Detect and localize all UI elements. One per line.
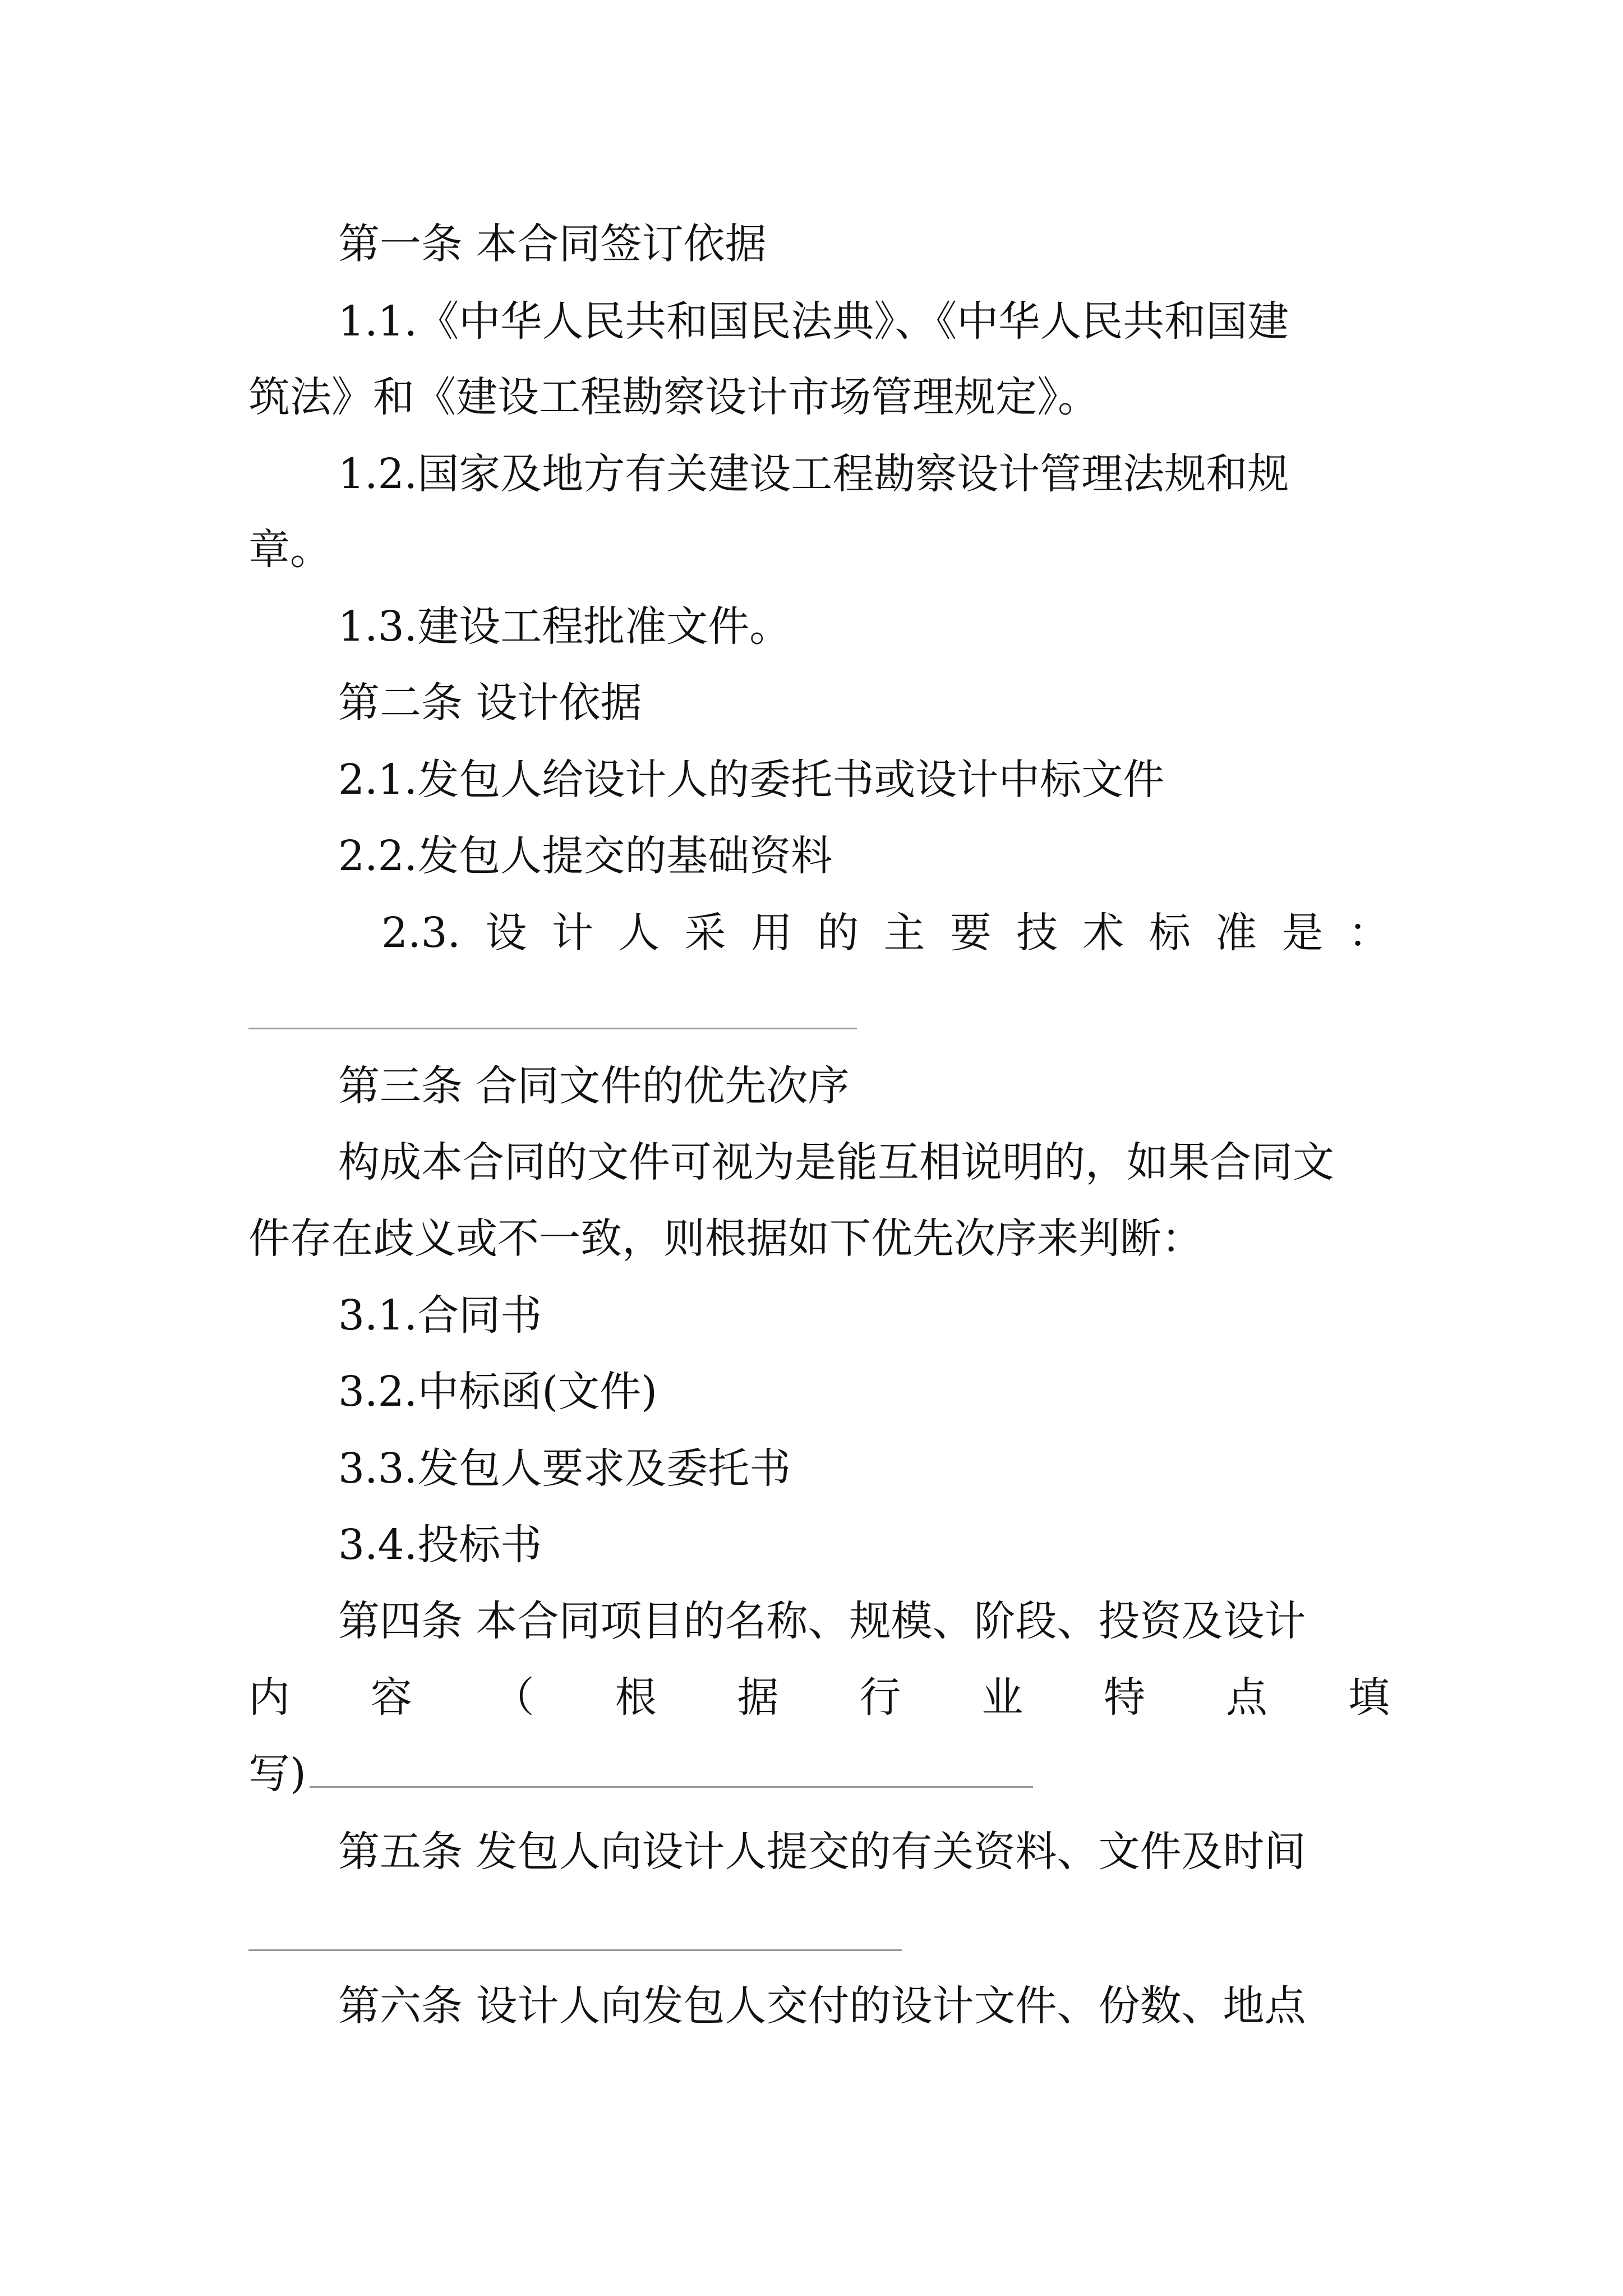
blank-fill-line bbox=[248, 1028, 857, 1029]
article-4-part: （ bbox=[492, 1673, 534, 1722]
clause-2-3-part: 的 bbox=[817, 909, 859, 957]
article-1-heading: 第一条 本合同签订依据 bbox=[338, 220, 767, 268]
clause-1-1-continued: 筑法》和《建设工程勘察设计市场管理规定》。 bbox=[248, 373, 1099, 421]
article-4-part: 容 bbox=[370, 1673, 412, 1722]
article-4-continued bbox=[248, 1669, 1390, 1726]
clause-2-3 bbox=[381, 905, 1390, 961]
article-2-heading: 第二条 设计依据 bbox=[338, 679, 642, 727]
clause-2-3-part: 设 bbox=[485, 909, 527, 957]
clause-1-2-continued: 章。 bbox=[248, 526, 331, 574]
clause-2-3-part: 主 bbox=[883, 909, 925, 957]
article-4-fill-label: 写) bbox=[248, 1750, 306, 1798]
article-4-heading: 第四条 本合同项目的名称、规模、阶段、投资及设计 bbox=[338, 1597, 1306, 1645]
clause-2-3-part: 采 bbox=[684, 909, 726, 957]
article-4-part: 内 bbox=[248, 1673, 290, 1722]
clause-2-3-part: 人 bbox=[618, 909, 660, 957]
clause-2-3-part: 要 bbox=[949, 909, 992, 957]
article-5-heading: 第五条 发包人向设计人提交的有关资料、文件及时间 bbox=[338, 1828, 1306, 1876]
blank-fill-line bbox=[310, 1786, 1033, 1788]
blank-fill-line bbox=[248, 1949, 902, 1951]
clause-2-3-part: 计 bbox=[551, 909, 593, 957]
clause-3-2: 3.2.中标函(文件) bbox=[338, 1368, 657, 1416]
clause-3-3: 3.3.发包人要求及委托书 bbox=[338, 1444, 791, 1493]
article-6-heading: 第六条 设计人向发包人交付的设计文件、份数、地点 bbox=[338, 1982, 1306, 2030]
article-3-body-continued: 件存在歧义或不一致，则根据如下优先次序来判断： bbox=[248, 1214, 1203, 1263]
article-4-part: 填 bbox=[1348, 1673, 1390, 1722]
clause-2-2: 2.2.发包人提交的基础资料 bbox=[338, 832, 833, 880]
article-3-heading: 第三条 合同文件的优先次序 bbox=[338, 1062, 850, 1110]
clause-2-3-part: 标 bbox=[1149, 909, 1191, 957]
clause-3-4: 3.4.投标书 bbox=[338, 1521, 542, 1569]
article-4-part: 特 bbox=[1104, 1673, 1146, 1722]
clause-2-3-part: ： bbox=[1348, 909, 1390, 957]
clause-3-1: 3.1.合同书 bbox=[338, 1291, 542, 1340]
clause-2-3-part: 用 bbox=[750, 909, 792, 957]
clause-2-3-part: 2.3. bbox=[381, 909, 461, 957]
article-4-part: 据 bbox=[737, 1673, 779, 1722]
article-4-part: 行 bbox=[859, 1673, 901, 1722]
article-4-fill-line bbox=[248, 1746, 1390, 1802]
article-4-part: 根 bbox=[615, 1673, 657, 1722]
clause-1-2: 1.2.国家及地方有关建设工程勘察设计管理法规和规 bbox=[338, 450, 1289, 498]
clause-2-3-part: 技 bbox=[1016, 909, 1058, 957]
clause-2-3-part: 术 bbox=[1082, 909, 1124, 957]
clause-2-3-part: 是 bbox=[1281, 909, 1324, 957]
article-3-body: 构成本合同的文件可视为是能互相说明的，如果合同文 bbox=[338, 1138, 1334, 1186]
article-4-part: 业 bbox=[981, 1673, 1023, 1722]
article-4-part: 点 bbox=[1226, 1673, 1267, 1722]
clause-1-1: 1.1.《中华人民共和国民法典》、《中华人民共和国建 bbox=[338, 297, 1289, 346]
clause-1-3: 1.3.建设工程批准文件。 bbox=[338, 602, 791, 651]
clause-2-3-part: 准 bbox=[1215, 909, 1257, 957]
clause-2-1: 2.1.发包人给设计人的委托书或设计中标文件 bbox=[338, 756, 1165, 804]
